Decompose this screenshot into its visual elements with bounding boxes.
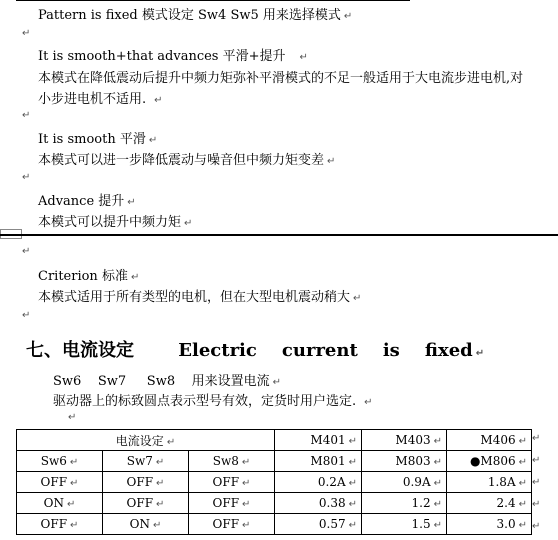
cell-current-b: 1.5 ↵	[362, 514, 447, 535]
cell-sw6: ON ↵	[17, 493, 103, 514]
paragraph-mark: ↵	[22, 310, 31, 321]
model-m803: M803 ↵	[362, 451, 447, 472]
model-m801: M801 ↵	[275, 451, 362, 472]
cell-current-c: 1.8A ↵	[447, 472, 532, 493]
smooth-desc: 本模式可以进一步降低震动与噪音但中频力矩变差 ↵	[38, 153, 336, 168]
smooth-advance-title: It is smooth+that advances 平滑+提升 ↵	[38, 49, 308, 64]
cell-current-b: 1.2 ↵	[362, 493, 447, 514]
row-end-mark: ↵	[532, 521, 541, 532]
cell-sw8: OFF ↵	[189, 493, 275, 514]
criterion-desc: 本模式适用于所有类型的电机，但在大型电机震动稍大 ↵	[38, 290, 362, 305]
table-subheader-row	[17, 451, 532, 472]
smooth-advance-desc-2: 小步进电机不适用. ↵	[38, 92, 163, 107]
heading-en: Electric current is fixed	[178, 340, 473, 361]
col-sw7: Sw7 ↵	[103, 451, 189, 472]
cell-current-a: 0.38 ↵	[275, 493, 362, 514]
cell-sw7: ON ↵	[103, 514, 189, 535]
current-table	[16, 429, 532, 535]
group-header: 电流设定 ↵	[17, 430, 275, 451]
model-note: 驱动器上的标致圆点表示型号有效，定货时用户选定. ↵	[53, 394, 373, 409]
mode-title: Pattern is fixed 模式设定 Sw4 Sw5 用来选择模式 ↵	[38, 8, 353, 23]
cell-current-c: 2.4 ↵	[447, 493, 532, 514]
cell-current-b: 0.9A ↵	[362, 472, 447, 493]
advance-title: Advance 提升 ↵	[38, 194, 136, 209]
smooth-title: It is smooth 平滑 ↵	[38, 132, 158, 147]
table-header-row	[17, 430, 532, 451]
table-row	[17, 493, 532, 514]
table-row	[17, 514, 532, 535]
paragraph-mark: ↵	[22, 246, 31, 257]
col-sw6: Sw6 ↵	[17, 451, 103, 472]
smooth-advance-desc-1: 本模式在降低震动后提升中频力矩弥补平滑模式的不足一般适用于大电流步进电机,对	[38, 71, 524, 86]
model-m403: M403 ↵	[362, 430, 447, 451]
col-sw8: Sw8 ↵	[189, 451, 275, 472]
row-end-mark: ↵	[532, 433, 541, 444]
cell-current-a: 0.57 ↵	[275, 514, 362, 535]
row-end-mark: ↵	[532, 455, 541, 466]
model-m406: M406 ↵	[447, 430, 532, 451]
row-end-mark: ↵	[532, 499, 541, 510]
advance-desc: 本模式可以提升中频力矩 ↵	[38, 215, 193, 230]
cell-sw7: OFF ↵	[103, 493, 189, 514]
cell-sw8: OFF ↵	[189, 472, 275, 493]
paragraph-mark: ↵	[22, 28, 31, 39]
section-break-rule	[0, 234, 558, 236]
cell-sw7: OFF ↵	[103, 472, 189, 493]
cell-sw8: OFF ↵	[189, 514, 275, 535]
row-end-mark: ↵	[532, 477, 541, 488]
top-divider	[16, 0, 410, 1]
switch-line: Sw6 Sw7 Sw8 用来设置电流 ↵	[53, 374, 282, 389]
model-m401: M401 ↵	[275, 430, 362, 451]
paragraph-mark: ↵	[22, 110, 31, 121]
paragraph-mark: ↵	[22, 172, 31, 183]
criterion-title: Criterion 标准 ↵	[38, 269, 140, 284]
paragraph-mark: ↵	[68, 412, 77, 423]
cell-current-c: 3.0 ↵	[447, 514, 532, 535]
cell-sw6: OFF ↵	[17, 472, 103, 493]
section-heading: 七、电流设定 Electric current is fixed ↵	[26, 340, 485, 361]
model-m806: ●M806 ↵	[447, 451, 532, 472]
heading-cn: 七、电流设定	[26, 340, 134, 361]
cell-current-a: 0.2A ↵	[275, 472, 362, 493]
cell-sw6: OFF ↵	[17, 514, 103, 535]
table-row	[17, 472, 532, 493]
